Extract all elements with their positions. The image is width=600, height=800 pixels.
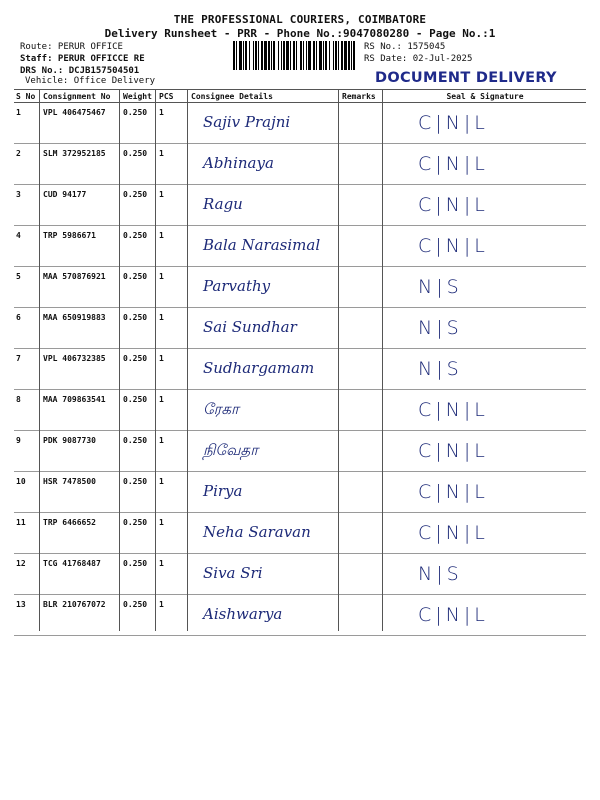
row-sno: 4 (14, 226, 41, 267)
row-pcs: 1 (157, 472, 189, 513)
barcode-icon (233, 41, 356, 70)
row-pcs: 1 (157, 144, 189, 185)
table-row (14, 226, 586, 267)
consignee-signature: Parvathy (203, 277, 271, 295)
consignee-signature: Siva Sri (203, 564, 263, 582)
consignee-signature: Aishwarya (203, 605, 283, 623)
row-consignee (189, 513, 340, 554)
row-pcs: 1 (157, 595, 189, 636)
row-seal (384, 595, 586, 636)
consignee-signature: Bala Narasimal (203, 236, 321, 254)
col-pcs: PCS (157, 90, 189, 103)
row-weight: 0.250 (121, 308, 157, 349)
row-seal (384, 390, 586, 431)
table-row (14, 390, 586, 431)
row-weight: 0.250 (121, 513, 157, 554)
table-row (14, 308, 586, 349)
row-weight: 0.250 (121, 349, 157, 390)
table-row (14, 513, 586, 554)
row-sno: 7 (14, 349, 41, 390)
row-consignment-no: VPL 406475467 (41, 103, 121, 144)
row-sno: 1 (14, 103, 41, 144)
row-remarks (340, 431, 384, 472)
row-consignment-no: TRP 6466652 (41, 513, 121, 554)
row-consignee (189, 308, 340, 349)
consignee-signature: ரேகா (203, 400, 239, 418)
table-row (14, 144, 586, 185)
row-sno: 10 (14, 472, 41, 513)
row-remarks (340, 595, 384, 636)
row-pcs: 1 (157, 513, 189, 554)
row-sno: 5 (14, 267, 41, 308)
row-remarks (340, 267, 384, 308)
row-weight: 0.250 (121, 554, 157, 595)
col-divider (338, 89, 339, 631)
row-consignment-no: CUD 94177 (41, 185, 121, 226)
delivery-seal: C|N|L (418, 153, 489, 175)
row-seal (384, 308, 586, 349)
row-remarks (340, 472, 384, 513)
row-consignee (189, 349, 340, 390)
consignee-signature: Pirya (203, 482, 243, 500)
row-remarks (340, 226, 384, 267)
col-divider (187, 89, 188, 631)
runsheet-subtitle: Delivery Runsheet - PRR - Phone No.:9047080280 - Page No.:1 (104, 27, 496, 40)
row-consignee (189, 472, 340, 513)
row-remarks (340, 554, 384, 595)
delivery-seal: C|N|L (418, 235, 489, 257)
staff-label: Staff: PERUR OFFICCE RE (20, 54, 145, 64)
table-row (14, 595, 586, 636)
row-sno: 11 (14, 513, 41, 554)
table-row (14, 349, 586, 390)
delivery-seal: C|N|L (418, 440, 489, 462)
col-consignee-details: Consignee Details (189, 90, 340, 103)
row-consignee (189, 185, 340, 226)
row-sno: 8 (14, 390, 41, 431)
delivery-seal: N|S (418, 276, 463, 298)
row-sno: 3 (14, 185, 41, 226)
row-consignee (189, 554, 340, 595)
consignee-signature: Neha Saravan (203, 523, 311, 541)
consignee-signature: நிவேதா (203, 441, 259, 459)
row-weight: 0.250 (121, 472, 157, 513)
delivery-seal: N|S (418, 317, 463, 339)
row-weight: 0.250 (121, 103, 157, 144)
company-title: THE PROFESSIONAL COURIERS, COIMBATORE (173, 13, 427, 26)
row-weight: 0.250 (121, 390, 157, 431)
consignee-signature: Sajiv Prajni (203, 113, 291, 131)
delivery-seal: N|S (418, 358, 463, 380)
row-pcs: 1 (157, 349, 189, 390)
row-consignment-no: BLR 210767072 (41, 595, 121, 636)
row-pcs: 1 (157, 308, 189, 349)
delivery-seal: N|S (418, 563, 463, 585)
row-pcs: 1 (157, 185, 189, 226)
table-row (14, 267, 586, 308)
row-remarks (340, 103, 384, 144)
delivery-seal: C|N|L (418, 522, 489, 544)
consignee-signature: Sai Sundhar (203, 318, 297, 336)
row-seal (384, 185, 586, 226)
row-consignment-no: HSR 7478500 (41, 472, 121, 513)
col-divider (119, 89, 120, 631)
delivery-seal: C|N|L (418, 399, 489, 421)
row-consignee (189, 267, 340, 308)
row-consignee (189, 144, 340, 185)
row-seal (384, 513, 586, 554)
row-weight: 0.250 (121, 431, 157, 472)
col-sno: S No (14, 90, 41, 103)
col-divider (39, 89, 40, 631)
document-delivery-stamp: DOCUMENT DELIVERY (375, 70, 557, 86)
table-row (14, 554, 586, 595)
row-seal (384, 226, 586, 267)
row-sno: 6 (14, 308, 41, 349)
route-label: Route: PERUR OFFICE (20, 42, 123, 52)
row-remarks (340, 185, 384, 226)
row-pcs: 1 (157, 431, 189, 472)
row-consignee (189, 390, 340, 431)
delivery-seal: C|N|L (418, 112, 489, 134)
row-remarks (340, 308, 384, 349)
row-remarks (340, 349, 384, 390)
row-consignment-no: PDK 9087730 (41, 431, 121, 472)
row-pcs: 1 (157, 554, 189, 595)
table-header-row (14, 90, 586, 103)
row-consignee (189, 595, 340, 636)
row-seal (384, 472, 586, 513)
row-remarks (340, 390, 384, 431)
row-consignment-no: TRP 5986671 (41, 226, 121, 267)
row-weight: 0.250 (121, 185, 157, 226)
row-consignee (189, 103, 340, 144)
delivery-seal: C|N|L (418, 194, 489, 216)
table-row (14, 472, 586, 513)
col-consignment-no: Consignment No (41, 90, 121, 103)
row-pcs: 1 (157, 226, 189, 267)
delivery-seal: C|N|L (418, 604, 489, 626)
row-consignment-no: MAA 709863541 (41, 390, 121, 431)
table-row (14, 103, 586, 144)
runsheet-table (14, 89, 586, 636)
table-row (14, 431, 586, 472)
row-consignment-no: MAA 650919883 (41, 308, 121, 349)
rs-number: RS No.: 1575045 (364, 42, 446, 52)
consignee-signature: Ragu (203, 195, 243, 213)
row-seal (384, 349, 586, 390)
table-row (14, 185, 586, 226)
delivery-seal: C|N|L (418, 481, 489, 503)
col-divider (382, 89, 383, 631)
row-sno: 13 (14, 595, 41, 636)
row-seal (384, 267, 586, 308)
row-pcs: 1 (157, 390, 189, 431)
row-consignment-no: MAA 570876921 (41, 267, 121, 308)
row-sno: 12 (14, 554, 41, 595)
row-consignment-no: VPL 406732385 (41, 349, 121, 390)
row-weight: 0.250 (121, 226, 157, 267)
row-seal (384, 103, 586, 144)
row-consignee (189, 226, 340, 267)
consignee-signature: Abhinaya (203, 154, 274, 172)
row-pcs: 1 (157, 267, 189, 308)
row-consignee (189, 431, 340, 472)
consignee-signature: Sudhargamam (203, 359, 315, 377)
vehicle-label: Vehicle: Office Delivery (25, 76, 156, 86)
col-remarks: Remarks (340, 90, 384, 103)
row-weight: 0.250 (121, 144, 157, 185)
row-seal (384, 431, 586, 472)
drs-label: DRS No.: DCJB157504501 (20, 66, 140, 76)
row-pcs: 1 (157, 103, 189, 144)
rs-date: RS Date: 02-Jul-2025 (364, 54, 473, 64)
row-seal (384, 144, 586, 185)
row-weight: 0.250 (121, 267, 157, 308)
row-weight: 0.250 (121, 595, 157, 636)
col-weight: Weight (121, 90, 157, 103)
row-sno: 2 (14, 144, 41, 185)
row-remarks (340, 144, 384, 185)
col-divider (155, 89, 156, 631)
row-sno: 9 (14, 431, 41, 472)
row-seal (384, 554, 586, 595)
row-remarks (340, 513, 384, 554)
col-seal-signature: Seal & Signature (384, 90, 586, 103)
row-consignment-no: TCG 41768487 (41, 554, 121, 595)
row-consignment-no: SLM 372952185 (41, 144, 121, 185)
